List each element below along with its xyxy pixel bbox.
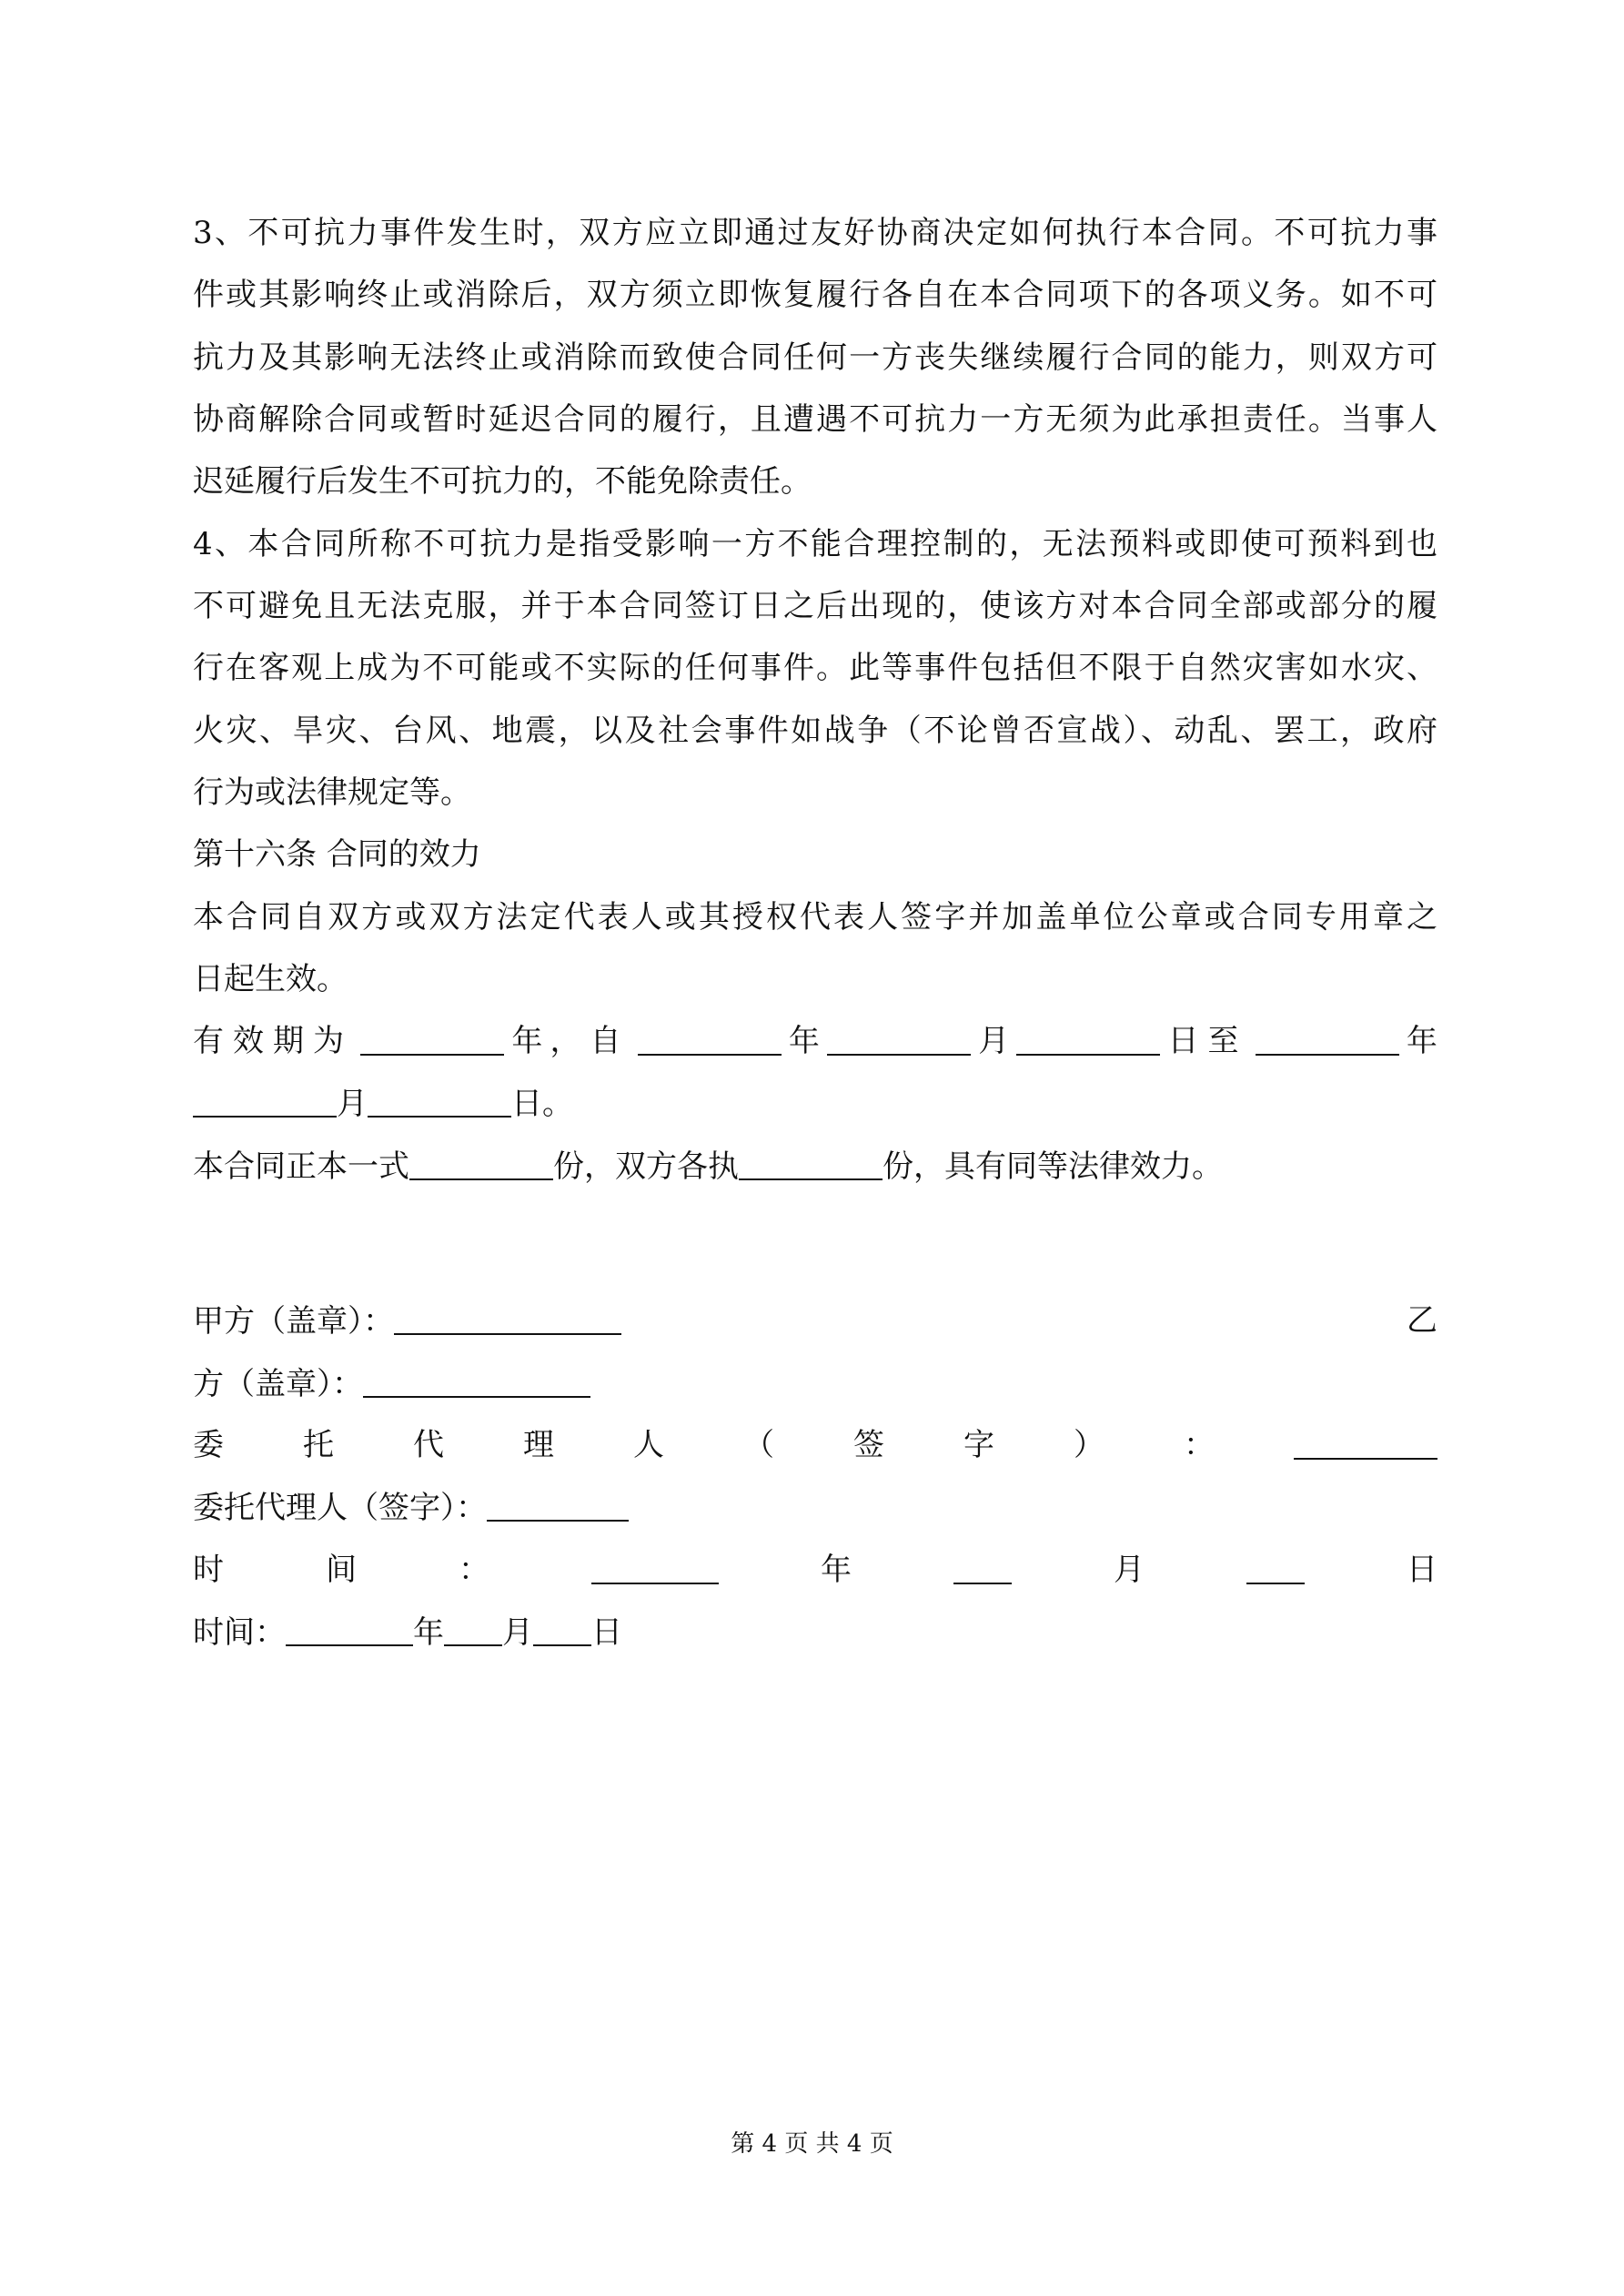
time-char-3: ：	[459, 1552, 489, 1588]
agent-char-6: （	[743, 1427, 774, 1463]
validity-line-2	[193, 1081, 573, 1125]
agent-char-9: ）	[1074, 1427, 1105, 1463]
time-a-line	[193, 1548, 1437, 1592]
time-a-day-blank[interactable]	[1246, 1548, 1305, 1584]
agent-b-signature-blank[interactable]	[487, 1485, 629, 1522]
paragraph-3-line-3: 抗力及其影响无法终止或消除而致使合同任何一方丧失继续履行合同的能力，则双方可	[193, 339, 1437, 376]
copies-mid: 份，双方各执	[553, 1148, 739, 1185]
time-b-day-label: 日	[591, 1614, 622, 1651]
agent-b-line	[193, 1485, 629, 1529]
time-b-year-blank[interactable]	[286, 1610, 413, 1646]
time-a-day-label: 日	[1407, 1552, 1437, 1588]
paragraph-3-line-4: 协商解除合同或暂时延迟合同的履行，且遭遇不可抗力一方无须为此承担责任。当事人	[193, 401, 1437, 438]
copies-each-blank[interactable]	[739, 1144, 883, 1180]
validity-from-label: ，自	[550, 1023, 630, 1059]
start-year-blank[interactable]	[638, 1019, 782, 1056]
copies-suffix: 份，具有同等法律效力。	[883, 1148, 1223, 1185]
party-b-label-rest: 方（盖章）：	[193, 1366, 363, 1402]
validity-line-1	[193, 1019, 1437, 1063]
paragraph-4-line-5: 行为或法律规定等。	[193, 774, 471, 811]
end-year-blank[interactable]	[1256, 1019, 1399, 1056]
paragraph-4-line-1: 4、本合同所称不可抗力是指受影响一方不能合理控制的，无法预料或即使可预料到也	[193, 526, 1437, 562]
agent-char-3: 代	[413, 1427, 444, 1463]
agent-char-4: 理	[523, 1427, 554, 1463]
start-day-to-label: 日至	[1167, 1023, 1248, 1059]
start-month-label: 月	[978, 1023, 1010, 1059]
time-a-year-blank[interactable]	[591, 1548, 719, 1584]
start-year-label: 年	[788, 1023, 820, 1059]
paragraph-3-line-5: 迟延履行后发生不可抗力的，不能免除责任。	[193, 463, 812, 500]
party-b-label-start: 乙	[1407, 1302, 1437, 1339]
agent-a-signature-blank[interactable]	[1294, 1423, 1437, 1460]
end-day-label: 日。	[511, 1086, 573, 1122]
article-16-text-line-1: 本合同自双方或双方法定代表人或其授权代表人签字并加盖单位公章或合同专用章之	[193, 899, 1437, 936]
agent-char-1: 委	[193, 1427, 224, 1463]
party-a-seal-blank[interactable]	[394, 1299, 621, 1335]
agent-char-7: 签	[853, 1427, 884, 1463]
copies-line	[193, 1144, 1223, 1188]
page-footer: 第 4 页 共 4 页	[731, 2130, 893, 2158]
paragraph-3-line-2: 件或其影响终止或消除后，双方须立即恢复履行各自在本合同项下的各项义务。如不可	[193, 277, 1437, 313]
paragraph-4-line-3: 行在客观上成为不可能或不实际的任何事件。此等事件包括但不限于自然灾害如水灾、	[193, 650, 1437, 686]
party-a-seal	[193, 1299, 621, 1342]
agent-char-2: 托	[303, 1427, 334, 1463]
end-month-blank[interactable]	[193, 1081, 337, 1118]
time-b-year-label: 年	[413, 1614, 444, 1651]
time-b-label: 时间：	[193, 1614, 286, 1651]
time-b-line	[193, 1610, 622, 1654]
time-b-month-blank[interactable]	[444, 1610, 502, 1646]
time-char-2: 间	[326, 1552, 357, 1588]
start-month-blank[interactable]	[827, 1019, 971, 1056]
agent-char-8: 字	[963, 1427, 994, 1463]
party-b-seal-blank[interactable]	[363, 1361, 590, 1398]
article-16-title: 第十六条 合同的效力	[193, 836, 481, 873]
validity-year-label: 年	[511, 1023, 543, 1059]
article-16-text-line-2: 日起生效。	[193, 961, 348, 997]
paragraph-4-line-2: 不可避免且无法克服，并于本合同签订日之后出现的，使该方对本合同全部或部分的履	[193, 588, 1437, 624]
paragraph-4-line-4: 火灾、旱灾、台风、地震，以及社会事件如战争（不论曾否宣战）、动乱、罢工，政府	[193, 713, 1437, 749]
paragraph-3-line-1: 3、不可抗力事件发生时，双方应立即通过友好协商决定如何执行本合同。不可抗力事	[193, 215, 1437, 251]
time-b-month-label: 月	[502, 1614, 533, 1651]
validity-prefix: 有效期为	[193, 1023, 353, 1059]
time-b-day-blank[interactable]	[533, 1610, 591, 1646]
validity-years-blank[interactable]	[360, 1019, 504, 1056]
time-char-1: 时	[193, 1552, 224, 1588]
end-year-label: 年	[1406, 1023, 1437, 1059]
party-b-seal-line	[193, 1361, 590, 1405]
party-a-seal-line	[193, 1299, 1437, 1342]
agent-char-10: ：	[1184, 1427, 1215, 1463]
copies-total-blank[interactable]	[409, 1144, 553, 1180]
time-a-month-blank[interactable]	[953, 1548, 1012, 1584]
agent-a-line	[193, 1423, 1437, 1467]
end-day-blank[interactable]	[368, 1081, 511, 1118]
start-day-blank[interactable]	[1016, 1019, 1160, 1056]
copies-prefix: 本合同正本一式	[193, 1148, 409, 1185]
party-a-label: 甲方（盖章）：	[193, 1303, 394, 1340]
time-a-year-label: 年	[821, 1552, 852, 1588]
end-month-label: 月	[337, 1086, 368, 1122]
time-a-month-label: 月	[1114, 1552, 1145, 1588]
agent-b-label: 委托代理人（签字）：	[193, 1490, 487, 1526]
agent-char-5: 人	[633, 1427, 664, 1463]
